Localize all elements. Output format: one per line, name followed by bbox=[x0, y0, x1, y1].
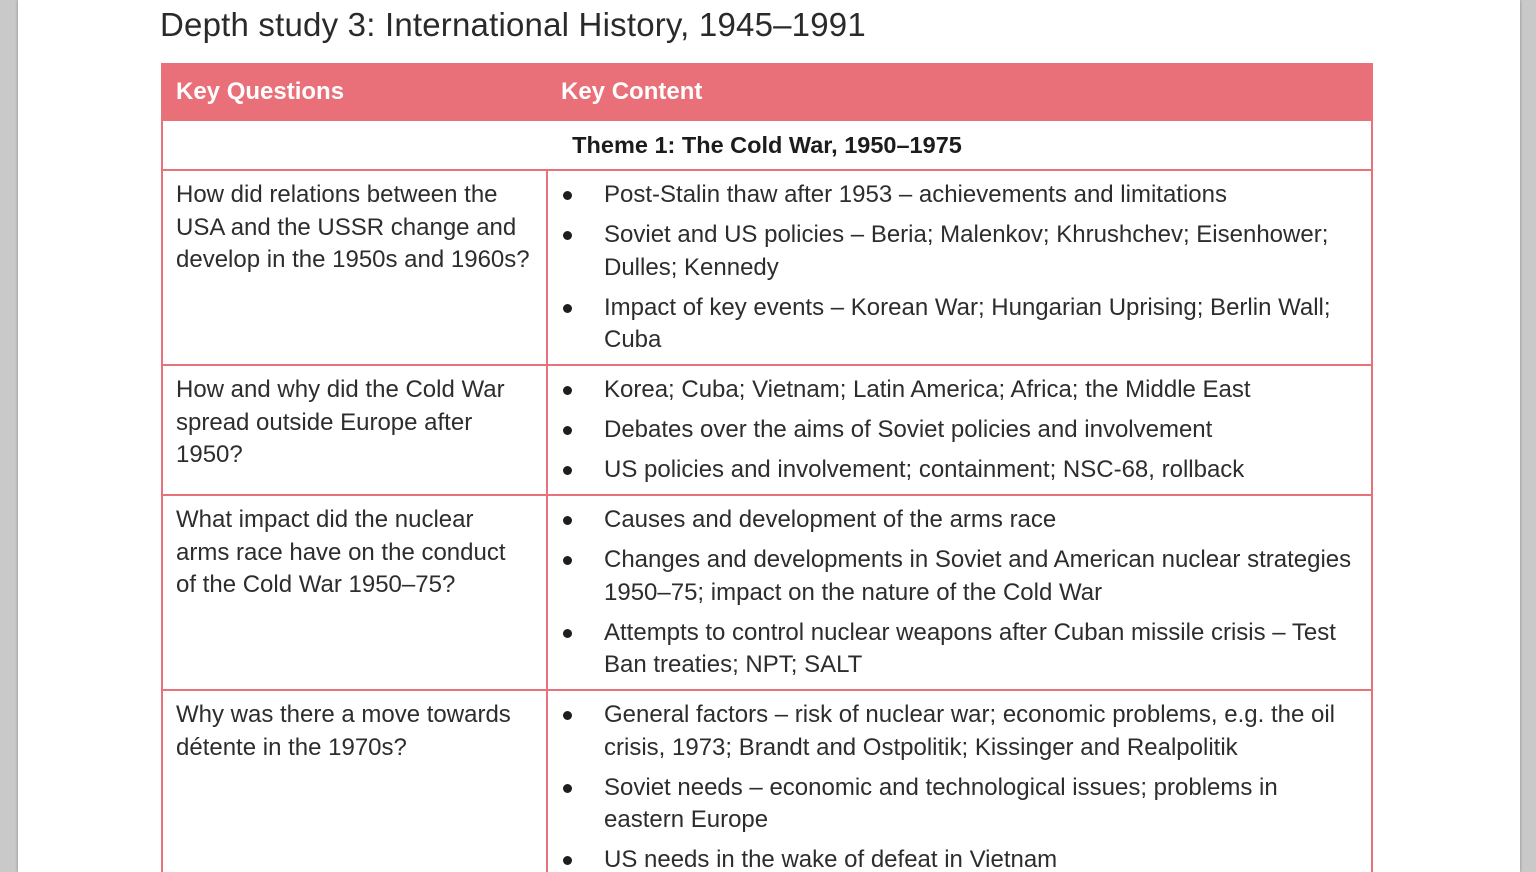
content-text: Attempts to control nuclear weapons after Cuban missile crisis – Test Ban treaties; NPT; SALT bbox=[604, 618, 1336, 678]
key-content-cell bbox=[547, 365, 1372, 495]
list-item bbox=[548, 219, 1361, 284]
bullet-dot-icon bbox=[563, 466, 572, 475]
bullet-dot-icon bbox=[563, 231, 572, 240]
content-text: Debates over the aims of Soviet policies and involvement bbox=[604, 416, 1213, 443]
content-text: US needs in the wake of defeat in Vietnam bbox=[604, 846, 1058, 872]
header-key-content: Key Content bbox=[547, 64, 1372, 120]
bullet-dot-icon bbox=[563, 784, 572, 793]
list-item bbox=[548, 617, 1361, 682]
content-text: Soviet and US policies – Beria; Malenkov; Khrushchev; Eisenhower; Dulles; Kennedy bbox=[604, 221, 1329, 281]
bullet-dot-icon bbox=[563, 711, 572, 720]
theme-title: Theme 1: The Cold War, 1950–1975 bbox=[162, 120, 1372, 170]
content-list bbox=[548, 504, 1361, 682]
content-text: Impact of key events – Korean War; Hungarian Uprising; Berlin Wall; Cuba bbox=[604, 293, 1331, 353]
list-item bbox=[548, 179, 1361, 212]
list-item bbox=[548, 699, 1361, 764]
bullet-dot-icon bbox=[563, 304, 572, 313]
list-item bbox=[548, 772, 1361, 837]
content-text: Korea; Cuba; Vietnam; Latin America; Africa; the Middle East bbox=[604, 376, 1251, 403]
header-key-questions: Key Questions bbox=[162, 64, 547, 120]
bullet-dot-icon bbox=[563, 516, 572, 525]
list-item bbox=[548, 844, 1361, 872]
table-row bbox=[162, 365, 1372, 495]
table-row bbox=[162, 690, 1372, 872]
list-item bbox=[548, 454, 1361, 487]
key-question: What impact did the nuclear arms race have on the conduct of the Cold War 1950–75? bbox=[162, 495, 547, 690]
content-text: Soviet needs – economic and technological issues; problems in eastern Europe bbox=[604, 773, 1278, 833]
key-content-cell bbox=[547, 495, 1372, 690]
bullet-dot-icon bbox=[563, 629, 572, 638]
content-list bbox=[548, 179, 1361, 357]
list-item bbox=[548, 374, 1361, 407]
bullet-dot-icon bbox=[563, 856, 572, 865]
key-question: Why was there a move towards détente in the 1970s? bbox=[162, 690, 547, 872]
key-content-cell bbox=[547, 170, 1372, 365]
content-text: Causes and development of the arms race bbox=[604, 506, 1057, 533]
bullet-dot-icon bbox=[563, 556, 572, 565]
page-title: Depth study 3: International History, 1945–1991 bbox=[160, 6, 866, 43]
theme-row bbox=[162, 120, 1372, 170]
content-list bbox=[548, 699, 1361, 872]
document-page bbox=[18, 0, 1520, 872]
content-text: Post-Stalin thaw after 1953 – achievements and limitations bbox=[604, 181, 1228, 208]
bullet-dot-icon bbox=[563, 191, 572, 200]
key-question: How and why did the Cold War spread outside Europe after 1950? bbox=[162, 365, 547, 495]
content-text: US policies and involvement; containment; NSC-68, rollback bbox=[604, 456, 1245, 483]
list-item bbox=[548, 414, 1361, 447]
content-text: Changes and developments in Soviet and American nuclear strategies 1950–75; impact on the nature of the Cold War bbox=[604, 546, 1352, 606]
list-item bbox=[548, 292, 1361, 357]
table-row bbox=[162, 495, 1372, 690]
key-content-cell bbox=[547, 690, 1372, 872]
bullet-dot-icon bbox=[563, 386, 572, 395]
bullet-dot-icon bbox=[563, 426, 572, 435]
key-questions-table bbox=[161, 63, 1373, 872]
list-item bbox=[548, 504, 1361, 537]
table-row bbox=[162, 170, 1372, 365]
table-header-row bbox=[162, 64, 1372, 120]
content-list bbox=[548, 374, 1361, 487]
key-question: How did relations between the USA and the USSR change and develop in the 1950s and 1960s? bbox=[162, 170, 547, 365]
content-text: General factors – risk of nuclear war; economic problems, e.g. the oil crisis, 1973; Brandt and Ostpolitik; Kissinger and Realpolitik bbox=[604, 701, 1335, 761]
list-item bbox=[548, 544, 1361, 609]
